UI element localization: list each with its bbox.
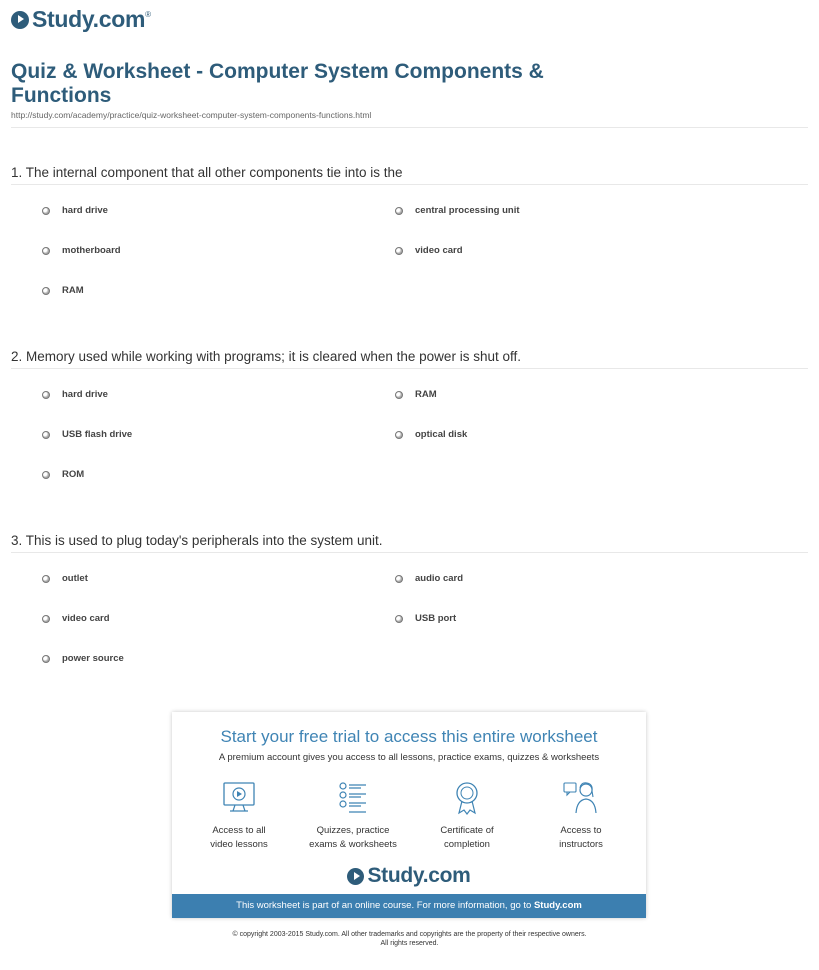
radio-icon[interactable] bbox=[42, 471, 50, 479]
feature-label: Certificate of completion bbox=[440, 825, 494, 850]
q2-option-rom[interactable] bbox=[42, 469, 84, 480]
q3-option-outlet[interactable] bbox=[42, 573, 88, 584]
q1-option-cpu[interactable] bbox=[395, 205, 520, 216]
option-label: RAM bbox=[62, 285, 84, 296]
page-title: Quiz & Worksheet - Computer System Components & Functions bbox=[11, 60, 544, 107]
radio-icon[interactable] bbox=[395, 247, 403, 255]
feature-quizzes bbox=[298, 780, 408, 852]
q3-option-audio-card[interactable] bbox=[395, 573, 463, 584]
study-link[interactable]: Study.com bbox=[533, 900, 582, 911]
radio-icon[interactable] bbox=[395, 431, 403, 439]
radio-icon[interactable] bbox=[42, 287, 50, 295]
radio-icon[interactable] bbox=[395, 391, 403, 399]
q2-option-hard-drive[interactable] bbox=[42, 389, 108, 400]
option-label: power source bbox=[62, 653, 124, 664]
divider bbox=[11, 127, 808, 128]
radio-icon[interactable] bbox=[42, 391, 50, 399]
option-label: video card bbox=[62, 613, 110, 624]
play-icon bbox=[11, 11, 29, 29]
radio-icon[interactable] bbox=[42, 247, 50, 255]
q2-option-usb-flash-drive[interactable] bbox=[42, 429, 132, 440]
radio-icon[interactable] bbox=[395, 615, 403, 623]
promo-logo[interactable] bbox=[172, 864, 646, 888]
question-1-text: 1. The internal component that all other components tie into is the bbox=[11, 165, 403, 180]
q3-option-power-source[interactable] bbox=[42, 653, 124, 664]
quiz-list-icon bbox=[335, 780, 371, 816]
question-divider bbox=[11, 552, 808, 553]
option-label: central processing unit bbox=[415, 205, 520, 216]
promo-subtitle: A premium account gives you access to all lessons, practice exams, quizzes & worksheets bbox=[218, 752, 600, 763]
certificate-icon bbox=[449, 780, 485, 816]
q3-option-video-card[interactable] bbox=[42, 613, 110, 624]
option-label: USB flash drive bbox=[62, 429, 133, 440]
option-label: video card bbox=[415, 245, 463, 256]
question-divider bbox=[11, 184, 808, 185]
option-label: hard drive bbox=[62, 389, 108, 400]
q1-option-hard-drive[interactable] bbox=[42, 205, 108, 216]
option-label: ROM bbox=[62, 469, 85, 480]
radio-icon[interactable] bbox=[395, 575, 403, 583]
free-trial-promo[interactable] bbox=[172, 712, 646, 918]
q1-option-video-card[interactable] bbox=[395, 245, 463, 256]
logo-text: Study.com bbox=[32, 6, 146, 32]
question-2-text: 2. Memory used while working with programs; it is cleared when the power is shut off. bbox=[11, 349, 521, 364]
promo-bar-text: This worksheet is part of an online course. For more information, go to bbox=[236, 900, 534, 911]
logo-trademark: ® bbox=[145, 10, 152, 19]
q1-option-ram[interactable] bbox=[42, 285, 84, 296]
radio-icon[interactable] bbox=[42, 575, 50, 583]
study-logo[interactable] bbox=[11, 6, 151, 33]
q1-option-motherboard[interactable] bbox=[42, 245, 121, 256]
radio-icon[interactable] bbox=[42, 431, 50, 439]
radio-icon[interactable] bbox=[42, 207, 50, 215]
option-label: USB port bbox=[415, 613, 457, 624]
instructor-icon bbox=[563, 780, 599, 816]
promo-info-bar[interactable] bbox=[172, 894, 646, 918]
option-label: optical disk bbox=[415, 429, 468, 440]
question-3-text: 3. This is used to plug today's peripherals into the system unit. bbox=[11, 533, 383, 548]
q3-option-usb-port[interactable] bbox=[395, 613, 456, 624]
option-label: outlet bbox=[62, 573, 88, 584]
option-label: motherboard bbox=[62, 245, 121, 256]
logo-text: Study.com bbox=[367, 864, 471, 887]
q2-option-ram[interactable] bbox=[395, 389, 437, 400]
radio-icon[interactable] bbox=[42, 655, 50, 663]
promo-headline: Start your free trial to access this entire worksheet bbox=[220, 727, 598, 746]
option-label: audio card bbox=[415, 573, 464, 584]
feature-certificate bbox=[412, 780, 522, 852]
option-label: RAM bbox=[415, 389, 437, 400]
feature-label: Access to instructors bbox=[559, 825, 603, 850]
page-url: http://study.com/academy/practice/quiz-worksheet-computer-system-components-functions.html bbox=[11, 110, 372, 120]
question-divider bbox=[11, 368, 808, 369]
video-lesson-icon bbox=[221, 780, 257, 816]
q2-option-optical-disk[interactable] bbox=[395, 429, 467, 440]
play-icon bbox=[347, 868, 364, 885]
radio-icon[interactable] bbox=[395, 207, 403, 215]
option-label: hard drive bbox=[62, 205, 108, 216]
radio-icon[interactable] bbox=[42, 615, 50, 623]
feature-label: Quizzes, practice exams & worksheets bbox=[309, 825, 397, 850]
feature-instructors bbox=[526, 780, 636, 852]
feature-video-lessons bbox=[184, 780, 294, 852]
copyright: © copyright 2003-2015 Study.com. All other trademarks and copyrights are the property of their respective owners. All rights reserved. bbox=[232, 931, 587, 947]
feature-label: Access to all video lessons bbox=[210, 825, 268, 850]
